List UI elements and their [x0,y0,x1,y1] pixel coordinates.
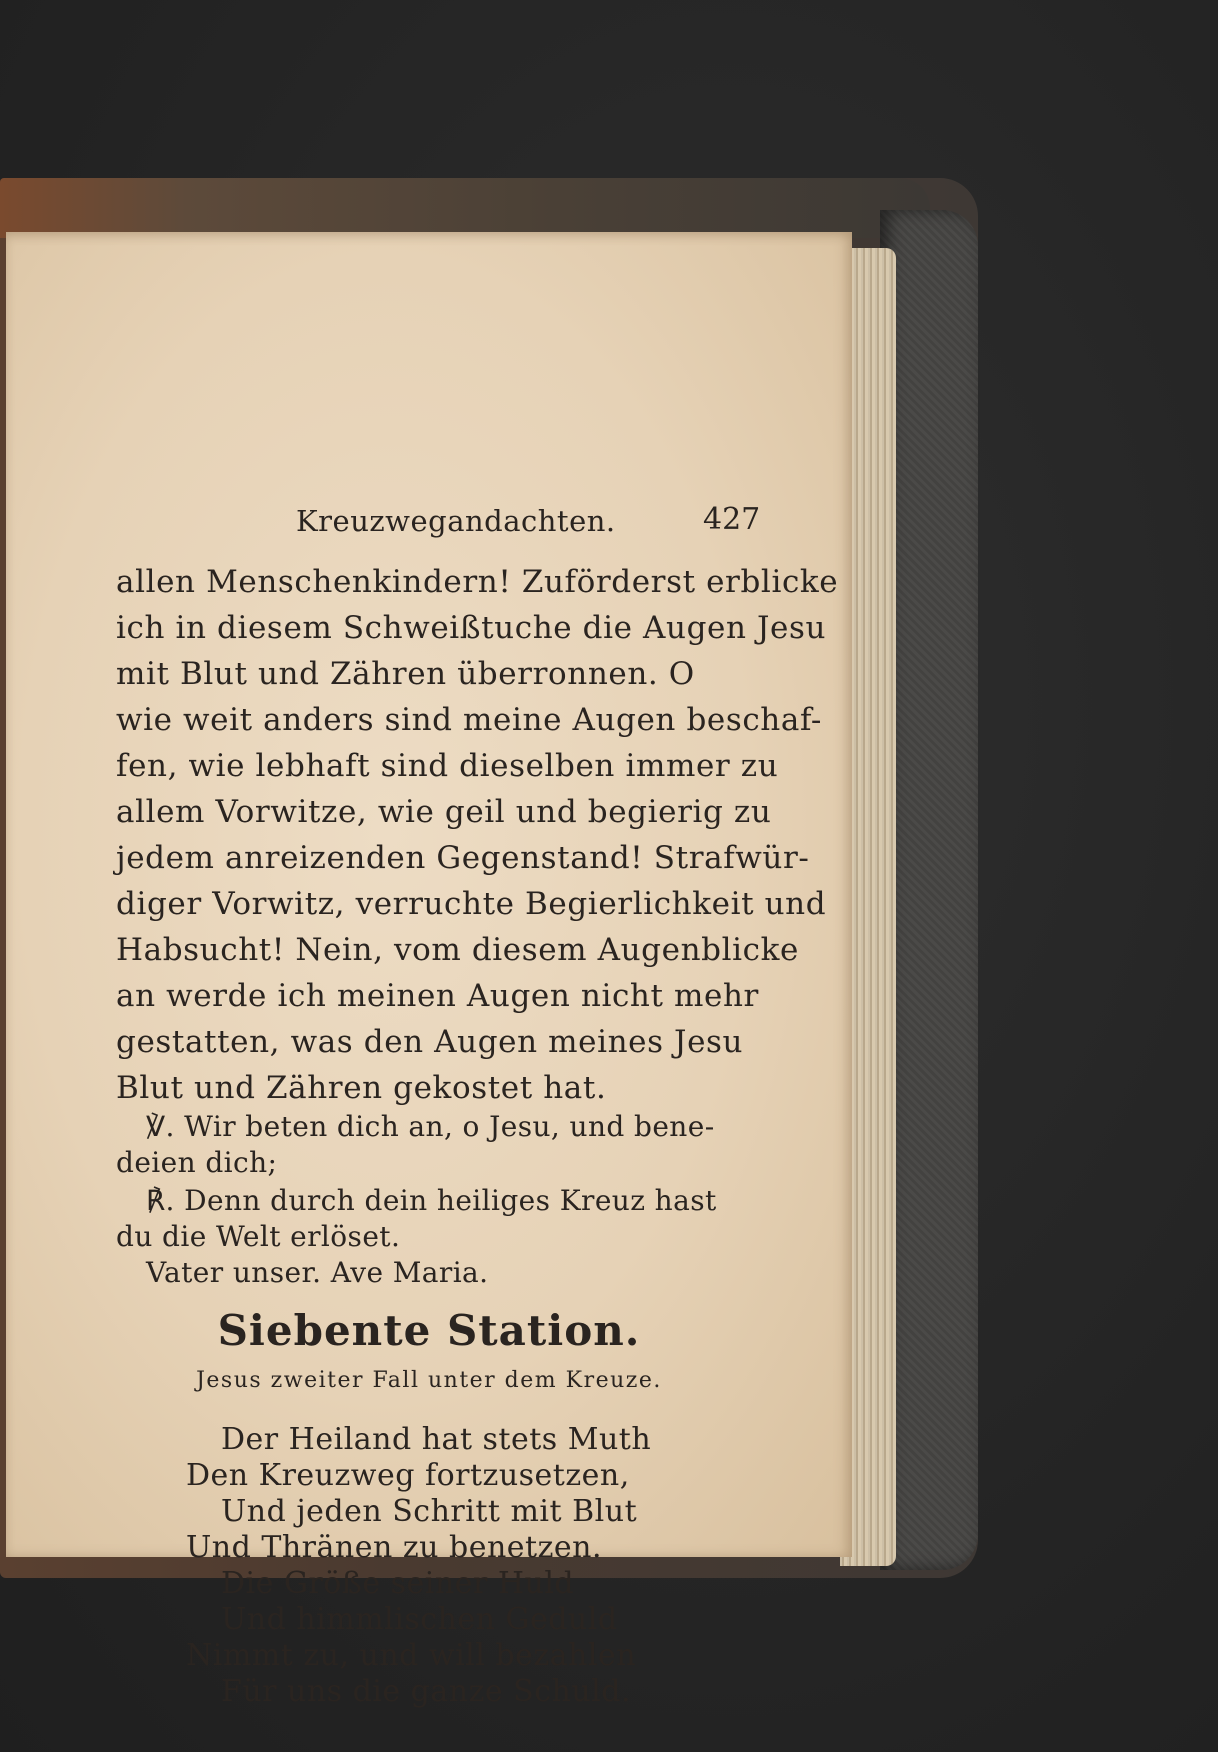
versicle-line: ℣. Wir beten dich an, o Jesu, und bene- [146,1110,715,1143]
body-line: fen, wie lebhaft sind dieselben immer zu [116,748,779,784]
station-subtitle: Jesus zweiter Fall unter dem Kreuze. [196,1368,662,1393]
body-line: allen Menschenkindern! Zuförderst erblicke [116,564,839,600]
verse-line: Nimmt zu, und will bezahlen [186,1638,637,1673]
body-line: allem Vorwitze, wie geil und begierig zu [116,794,772,830]
body-line: mit Blut und Zähren überronnen. O [116,656,695,692]
body-line: diger Vorwitz, verruchte Begierlichkeit und [116,886,827,922]
verse-line: Den Kreuzweg fortzusetzen, [186,1458,630,1493]
book-page [6,232,852,1709]
station-heading: Siebente Station. [217,1306,641,1355]
body-line: ich in diesem Schweißtuche die Augen Jesu [116,610,827,646]
verse-line: Für uns die ganze Schuld. [221,1674,632,1709]
response-line: du die Welt erlöset. [116,1220,401,1253]
running-header: Kreuzwegandachten. [296,504,616,538]
verse-line: Der Heiland hat stets Muth [221,1422,652,1457]
body-line: Habsucht! Nein, vom diesem Augenblicke [116,932,799,968]
body-line: an werde ich meinen Augen nicht mehr [116,978,759,1014]
body-line: jedem anreizenden Gegenstand! Strafwür- [116,840,810,876]
book-cover-top-edge [0,178,930,238]
verse-line: Und Thränen zu benetzen. [186,1530,603,1565]
versicle-line: deien dich; [116,1146,278,1179]
verse-line: Und himmlischen Geduld [221,1602,618,1637]
body-line: wie weit anders sind meine Augen beschaf- [116,702,822,738]
response-line: ℟. Denn durch dein heiliges Kreuz hast [146,1184,717,1217]
page-number: 427 [703,502,761,537]
closing-prayer: Vater unser. Ave Maria. [146,1256,489,1289]
body-line: Blut und Zähren gekostet hat. [116,1070,607,1106]
verse-line: Die Größe seiner Huld [221,1566,575,1601]
verse-line: Und jeden Schritt mit Blut [221,1494,638,1529]
body-line: gestatten, was den Augen meines Jesu [116,1024,744,1060]
